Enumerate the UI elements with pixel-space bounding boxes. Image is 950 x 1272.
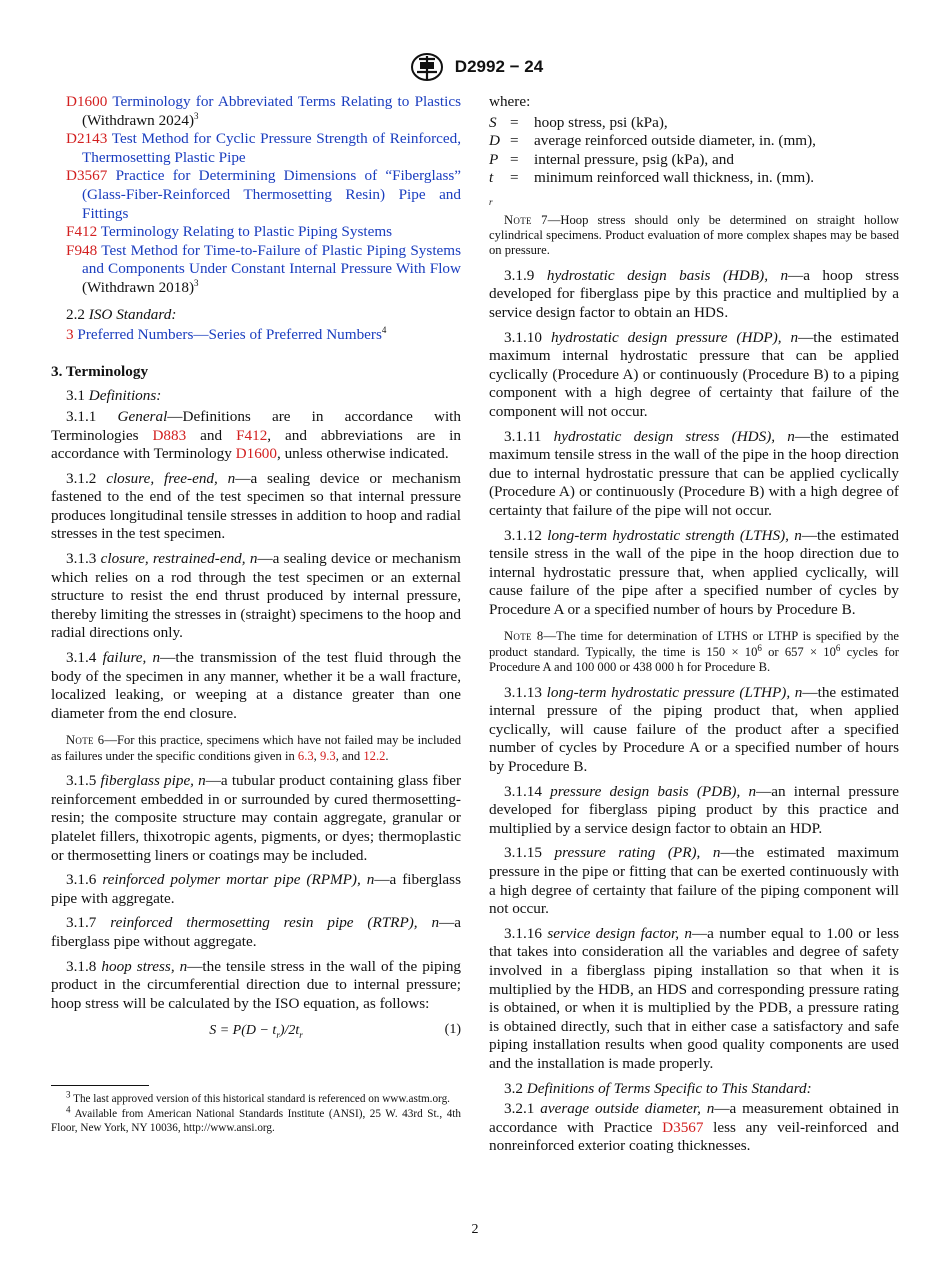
right-column <box>489 93 899 1162</box>
footnote-4: $^4$ Available from American National Standards Institute (ANSI), 25 W. 43rd St., 4th Floor, New York, NY 10036, http://www.ansi.org. <box>51 1103 461 1134</box>
ref-f412 <box>51 223 461 242</box>
def-3-1-6: 3.1.6 reinforced polymer mortar pipe (RPMP), n—a fiberglass pipe with aggregate. <box>51 871 461 907</box>
ref-link[interactable]: D3567 <box>662 1118 704 1136</box>
ref-code-link[interactable]: D2143 <box>66 130 108 148</box>
section-link[interactable]: 6.3 <box>297 748 314 763</box>
ref-title-link[interactable]: Terminology Relating to Plastic Piping Systems <box>100 223 393 241</box>
referenced-documents-list <box>51 93 461 298</box>
footnote-mark[interactable]: 4 <box>381 325 387 336</box>
def-3-1-16: 3.1.16 service design factor, n—a number equal to 1.00 or less that takes into consideration all the variables and degree of safety involved in a fiberglass piping installation so that when it is multiplied by the HDB, an HDS and corresponding pressure rating is obtained, or when it is multiplied by the PDB, a pressure rating is obtained directly, such that in either case a satisfactory and safe piping installation results when good quality components are used and the installation is made properly. <box>489 924 900 1072</box>
ref-code-link[interactable]: D1600 <box>66 93 108 110</box>
def-3-1-12: 3.1.12 long-term hydrostatic strength (LTHS), n—the estimated tensile stress in the wall of the pipe in the hoop direction due to internal hydrostatic pressure that, when applied cyclically, will cause failure of the pipe after a specified number of cycles by Procedure A or a specified number of hours by Procedure B. <box>489 526 900 618</box>
symbol-list <box>489 114 899 207</box>
ref-status: (Withdrawn 2018) <box>82 278 194 296</box>
section-link[interactable]: 9.3 <box>319 748 336 763</box>
def-3-1-3: 3.1.3 closure, restrained-end, n—a sealing device or mechanism which relies on a rod through the test specimen or an external structure to resist the end thrust produced by internal pressure, thereby limiting the stresses in (straight) specimens to the hoop and radial directions only. <box>51 550 461 642</box>
def-3-1-13: 3.1.13 long-term hydrostatic pressure (LTHP), n—the estimated internal pressure of the piping product that, when applied cyclically, will cause failure of the product after a specified number of cycles by Procedure A or a specified number of hours by Procedure B. <box>489 683 899 776</box>
footnote-3: $^3$ The last approved version of this historical standard is referenced on www.astm.org. <box>66 1089 450 1106</box>
iso-standard-heading: 2.2 ISO Standard: <box>66 305 177 323</box>
footnote-rule <box>51 1085 149 1086</box>
iso-code-link[interactable]: 3 <box>66 326 74 344</box>
left-column <box>51 93 461 1135</box>
symbol-row: S = hoop stress, psi (kPa), <box>489 113 668 131</box>
ref-title-link[interactable]: Test Method for Cyclic Pressure Strength of Reinforced, Thermosetting Plastic Pipe <box>82 130 461 166</box>
def-3-1-7: 3.1.7 reinforced thermosetting resin pipe (RTRP), n—a fiberglass pipe without aggregate. <box>51 914 462 950</box>
ref-status: (Withdrawn 2024) <box>82 111 194 129</box>
note-8: Note 8—The time for determination of LTHS or LTHP is specified by the product standard. Typically, the time is $150 \times 10^6$ or $657 \times 10^6$ cycles for Procedure A and 100 000 or 438 000 h for Procedure B. <box>489 629 900 675</box>
ref-link[interactable]: D1600 <box>235 445 277 463</box>
ref-d1600 <box>51 93 461 130</box>
page-header <box>0 52 950 82</box>
specific-definitions-heading: 3.2 Definitions of Terms Specific to This Standard: <box>504 1079 812 1097</box>
def-3-1-9: 3.1.9 hydrostatic design basis (HDB), n—a hoop stress developed for fiberglass pipe by this practice and multiplied by a service design factor to obtain an HDS. <box>489 266 900 321</box>
def-3-1-1: 3.1.1 General—Definitions are in accordance with Terminologies D883 and F412, and abbreviations are in accordance with Terminology D1600, unless otherwise indicated. <box>51 407 461 463</box>
where-label: where: <box>489 93 531 110</box>
def-3-1-2: 3.1.2 closure, free-end, n—a sealing device or mechanism fastened to the end of the test specimen so that internal pressure produces longitudinal tensile stresses in addition to hoop and radial stresses in the test specimen. <box>51 469 462 543</box>
note-6: Note 6—For this practice, specimens which have not failed may be included as failures under the specific conditions given in 6.3, 9.3, and 12.2. <box>51 733 461 763</box>
ref-title-link[interactable]: Practice for Determining Dimensions of “Fiberglass” (Glass-Fiber-Reinforced Thermosetting Resin) Pipe and Fittings <box>82 167 462 222</box>
ref-f948 <box>51 242 461 298</box>
def-3-1-10: 3.1.10 hydrostatic design pressure (HDP), n—the estimated maximum internal hydrostatic pressure that can be applied cyclically (Procedure A) or continuously (Procedure B) to a piping component with a high degree of certainty that failure of the component will not occur. <box>489 328 900 420</box>
def-3-1-8: 3.1.8 hoop stress, n—the tensile stress in the wall of the piping product in the circumferential direction due to internal pressure; hoop stress will be calculated by the ISO equation, as follows: <box>51 957 462 1012</box>
def-3-1-11: 3.1.11 hydrostatic design stress (HDS), n—the estimated maximum tensile stress in the wall of the pipe in the hoop direction due to internal hydrostatic pressure that can be applied cyclically (Procedure A) or continuously (Procedure B) with a high degree of certainty that failure of the pipe will not occur. <box>489 427 900 519</box>
symbol-row: D = average reinforced outside diameter, in. (mm), <box>489 132 816 150</box>
definitions-heading: 3.1 Definitions: <box>66 387 162 405</box>
def-3-1-4: 3.1.4 failure, n—the transmission of the test fluid through the body of the specimen in any manner, whether it be a wall fracture, localized leaking, or weeping at a distance greater than one diameter from the end closure. <box>51 649 462 722</box>
def-3-1-5: 3.1.5 fiberglass pipe, n—a tubular product containing glass fiber reinforcement embedded in or surrounded by cured thermosetting-resin; the composite structure may contain aggregate, granular or platelet fillers, thixotropic agents, pigments, or dyes; thermoplastic or thermosetting liners or coatings may be included. <box>51 772 461 864</box>
ref-d2143 <box>51 130 461 167</box>
equation-formula: $S = P(D - t_r)/2t_r$ <box>209 1023 303 1041</box>
section-link[interactable]: 12.2 <box>363 748 386 763</box>
iso-title-link[interactable]: Preferred Numbers—Series of Preferred Numbers <box>77 326 382 344</box>
footnote-mark[interactable]: 3 <box>194 277 199 288</box>
ref-d3567 <box>51 167 461 223</box>
ref-title-link[interactable]: Test Method for Time-to-Failure of Plastic Piping Systems and Components Under Constant Internal Pressure With Flow <box>82 241 461 278</box>
equation-1 <box>51 1021 461 1045</box>
page-number: 2 <box>471 1222 479 1237</box>
note-7: Note 7—Hoop stress should only be determined on straight hollow cylindrical specimens. Product evaluation of more complex shapes may be based on pressure. <box>489 212 899 258</box>
ref-link[interactable]: D883 <box>152 426 187 444</box>
section-heading-terminology: 3. Terminology <box>51 362 149 380</box>
ref-code-link[interactable]: F412 <box>66 223 98 241</box>
astm-logo-icon <box>407 52 447 82</box>
ref-code-link[interactable]: F948 <box>66 241 98 259</box>
ref-code-link[interactable]: D3567 <box>66 167 108 185</box>
footnote-mark[interactable]: 3 <box>194 110 199 121</box>
def-3-2-1: 3.2.1 average outside diameter, n—a measurement obtained in accordance with Practice D3567 less any veil-reinforced and nonreinforced exterior coating thicknesses. <box>489 1100 899 1155</box>
ref-title-link[interactable]: Terminology for Abbreviated Terms Relating to Plastics <box>112 93 462 110</box>
iso-ref <box>51 326 461 345</box>
def-3-1-14: 3.1.14 pressure design basis (PDB), n—an internal pressure developed for fiberglass piping product by this practice and multiplied by a service design factor to obtain an HDP. <box>489 782 899 837</box>
symbol-row: P = internal pressure, psig (kPa), and <box>489 150 734 168</box>
document-designation: D2992 − 24 <box>454 57 544 76</box>
def-3-1-15: 3.1.15 pressure rating (PR), n—the estimated maximum pressure in the pipe or fitting that can be exerted continuously with a high degree of certainty that failure of the piping component will not occur. <box>489 844 900 918</box>
ref-link[interactable]: F412 <box>236 426 268 444</box>
symbol-row: $t_r$ = minimum reinforced wall thickness, in. (mm). <box>489 169 815 207</box>
equation-number: (1) <box>444 1022 461 1038</box>
